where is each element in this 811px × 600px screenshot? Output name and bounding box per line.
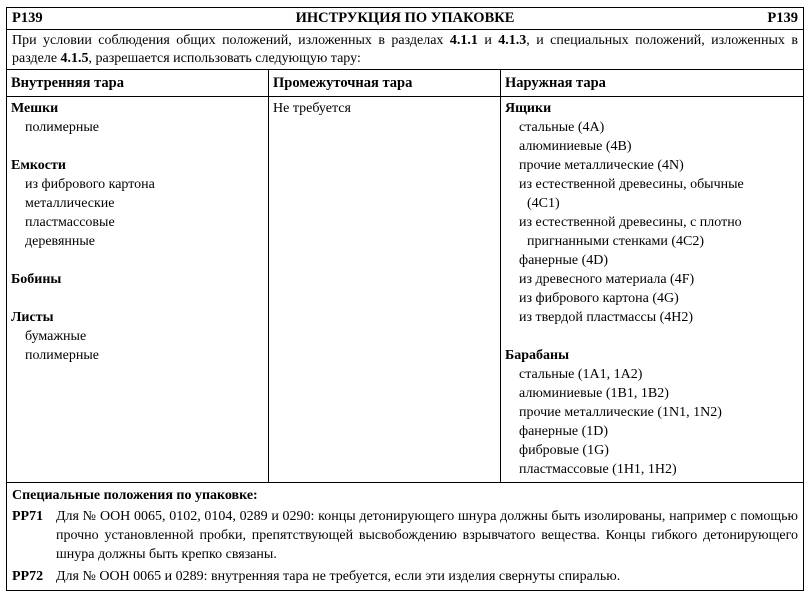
outer-column-header: Наружная тара [501, 70, 803, 97]
provision-text: Для № ООН 0065 и 0289: внутренняя тара не требуется, если эти изделия свернуты спиралью. [56, 569, 621, 584]
packaging-columns [7, 70, 803, 482]
list-item: алюминиевые (1B1, 1B2) [519, 386, 669, 401]
special-provisions [7, 482, 803, 590]
sheets-title: Листы [11, 310, 54, 325]
intermediate-packaging-column [269, 70, 501, 482]
list-item: фанерные (1D) [519, 424, 609, 439]
list-item: из фибрового картона [25, 177, 155, 192]
intro-text-3: , и специальных положений, изложенных в разделе [12, 33, 798, 66]
list-item-continuation: (4C1) [527, 196, 560, 211]
list-item-continuation: пригнанными стенками (4C2) [527, 234, 705, 249]
list-item: из естественной древесины, с плотно [519, 215, 742, 230]
list-item: пластмассовые (1H1, 1H2) [519, 462, 677, 477]
list-item: деревянные [25, 234, 96, 249]
provision-pp72 [12, 567, 798, 586]
list-item: бумажные [25, 329, 87, 344]
intro-text-1: При условии соблюдения общих положений, изложенных в разделах [12, 33, 450, 48]
list-item: алюминиевые (4B) [519, 139, 632, 154]
provision-text: Для № ООН 0065, 0102, 0104, 0289 и 0290: концы детонирующего шнура должны быть изолированы, например с помощью прочно установленной пробки, препятствующей высвобождению взрывчатого вещества. Концы гибкого детонирующего шнура должны быть крепко связаны. [56, 509, 798, 562]
receptacles-title: Емкости [11, 158, 66, 173]
intro-text-2: и [477, 33, 499, 48]
section-ref-4-1-1: 4.1.1 [449, 33, 478, 48]
list-item: стальные (4A) [519, 120, 605, 135]
special-provisions-title: Специальные положения по упаковке: [12, 488, 258, 503]
section-ref-4-1-5: 4.1.5 [60, 50, 89, 66]
list-item: из естественной древесины, обычные [519, 177, 744, 192]
drums-title: Барабаны [505, 348, 570, 363]
list-item: из древесного материала (4F) [519, 272, 695, 287]
list-item: стальные (1A1, 1A2) [519, 367, 643, 382]
section-ref-4-1-3: 4.1.3 [498, 33, 527, 48]
instruction-header [7, 8, 803, 30]
outer-packaging-column [501, 70, 803, 482]
provision-code: PP71 [12, 509, 44, 524]
list-item: прочие металлические (1N1, 1N2) [519, 405, 722, 420]
list-item: из фибрового картона (4G) [519, 291, 679, 306]
boxes-title: Ящики [505, 101, 552, 116]
intermediate-column-header: Промежуточная тара [269, 70, 500, 97]
list-item: металлические [25, 196, 115, 211]
inner-packaging-column [7, 70, 269, 482]
list-item: фанерные (4D) [519, 253, 609, 268]
instruction-code-left: Р139 [12, 10, 43, 26]
list-item: прочие металлические (4N) [519, 158, 684, 173]
reels-title: Бобины [11, 272, 62, 287]
intermediate-not-required: Не требуется [273, 101, 351, 116]
intro-paragraph [7, 30, 803, 70]
instruction-code-right: Р139 [767, 10, 798, 26]
list-item: полимерные [25, 348, 99, 363]
instruction-title: ИНСТРУКЦИЯ ПО УПАКОВКЕ [295, 10, 515, 26]
list-item: фибровые (1G) [519, 443, 609, 458]
list-item: пластмассовые [25, 215, 115, 230]
provision-code: PP72 [12, 569, 44, 584]
intro-text-4: , разрешается использовать следующую тару: [88, 50, 361, 66]
bags-title: Мешки [11, 101, 59, 116]
provision-pp71 [12, 507, 798, 564]
list-item: полимерные [25, 120, 99, 135]
inner-column-header: Внутренняя тара [7, 70, 268, 97]
packing-instruction-table [6, 7, 804, 591]
list-item: из твердой пластмассы (4H2) [519, 310, 694, 325]
